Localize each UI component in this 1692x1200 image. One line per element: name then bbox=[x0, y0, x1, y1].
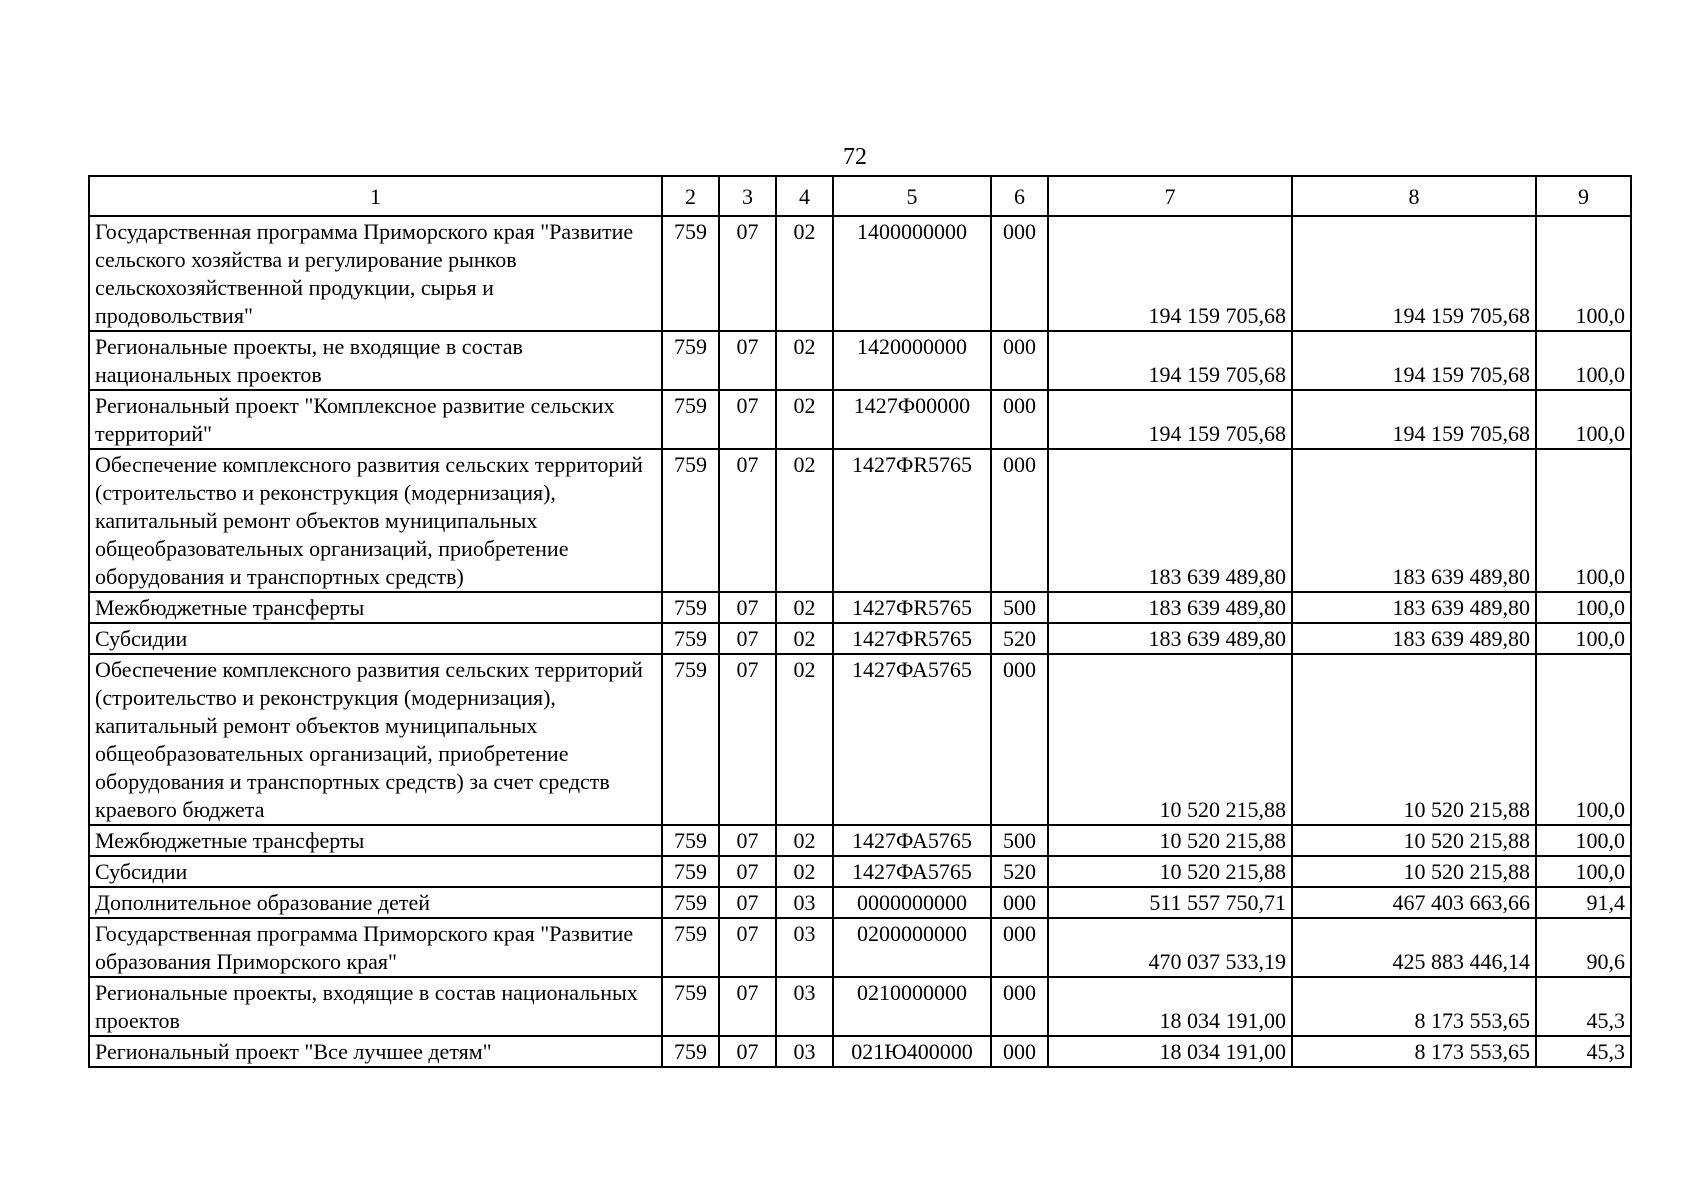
expense-type-code: 000 bbox=[991, 654, 1048, 825]
target-article-code: 1427ФА5765 bbox=[833, 856, 991, 887]
planned-amount: 10 520 215,88 bbox=[1048, 825, 1292, 856]
planned-amount: 194 159 705,68 bbox=[1048, 331, 1292, 390]
table-row bbox=[89, 449, 1631, 592]
execution-percent: 100,0 bbox=[1536, 825, 1631, 856]
ministry-code: 759 bbox=[662, 1036, 719, 1067]
target-article-code: 021Ю400000 bbox=[833, 1036, 991, 1067]
table-row bbox=[89, 216, 1631, 331]
row-name: Обеспечение комплексного развития сельских территорий (строительство и реконструкция (модернизация), капитальный ремонт объектов муниципальных общеобразовательных организаций, приобретение оборудования и транспортных средств) за счет средств краевого бюджета bbox=[89, 654, 662, 825]
table-row bbox=[89, 977, 1631, 1036]
section-code: 07 bbox=[719, 977, 776, 1036]
executed-amount: 183 639 489,80 bbox=[1292, 592, 1536, 623]
page-number: 72 bbox=[843, 144, 867, 170]
subsection-code: 02 bbox=[776, 654, 833, 825]
executed-amount: 467 403 663,66 bbox=[1292, 887, 1536, 918]
executed-amount: 10 520 215,88 bbox=[1292, 825, 1536, 856]
subsection-code: 03 bbox=[776, 887, 833, 918]
table-row bbox=[89, 331, 1631, 390]
execution-percent: 100,0 bbox=[1536, 856, 1631, 887]
header-cell: 1 bbox=[89, 176, 662, 216]
planned-amount: 511 557 750,71 bbox=[1048, 887, 1292, 918]
expense-type-code: 520 bbox=[991, 856, 1048, 887]
ministry-code: 759 bbox=[662, 592, 719, 623]
executed-amount: 183 639 489,80 bbox=[1292, 449, 1536, 592]
section-code: 07 bbox=[719, 918, 776, 977]
planned-amount: 10 520 215,88 bbox=[1048, 856, 1292, 887]
header-cell: 8 bbox=[1292, 176, 1536, 216]
table-row bbox=[89, 592, 1631, 623]
target-article-code: 1400000000 bbox=[833, 216, 991, 331]
section-code: 07 bbox=[719, 825, 776, 856]
expense-type-code: 000 bbox=[991, 887, 1048, 918]
planned-amount: 18 034 191,00 bbox=[1048, 977, 1292, 1036]
row-name: Региональный проект "Все лучшее детям" bbox=[89, 1036, 662, 1067]
subsection-code: 03 bbox=[776, 1036, 833, 1067]
target-article-code: 0200000000 bbox=[833, 918, 991, 977]
ministry-code: 759 bbox=[662, 449, 719, 592]
executed-amount: 194 159 705,68 bbox=[1292, 216, 1536, 331]
section-code: 07 bbox=[719, 654, 776, 825]
header-cell: 5 bbox=[833, 176, 991, 216]
ministry-code: 759 bbox=[662, 825, 719, 856]
subsection-code: 02 bbox=[776, 825, 833, 856]
subsection-code: 02 bbox=[776, 390, 833, 449]
row-name: Государственная программа Приморского края "Развитие сельского хозяйства и регулирование рынков сельскохозяйственной продукции, сырья и продовольствия" bbox=[89, 216, 662, 331]
target-article-code: 0000000000 bbox=[833, 887, 991, 918]
section-code: 07 bbox=[719, 887, 776, 918]
header-cell: 2 bbox=[662, 176, 719, 216]
row-name: Субсидии bbox=[89, 623, 662, 654]
execution-percent: 100,0 bbox=[1536, 623, 1631, 654]
target-article-code: 1427ФА5765 bbox=[833, 825, 991, 856]
header-cell: 6 bbox=[991, 176, 1048, 216]
target-article-code: 1427Ф00000 bbox=[833, 390, 991, 449]
execution-percent: 100,0 bbox=[1536, 331, 1631, 390]
ministry-code: 759 bbox=[662, 977, 719, 1036]
expense-type-code: 000 bbox=[991, 1036, 1048, 1067]
target-article-code: 0210000000 bbox=[833, 977, 991, 1036]
table-row bbox=[89, 825, 1631, 856]
section-code: 07 bbox=[719, 1036, 776, 1067]
executed-amount: 194 159 705,68 bbox=[1292, 390, 1536, 449]
budget-execution-table bbox=[88, 175, 1632, 1068]
expense-type-code: 500 bbox=[991, 592, 1048, 623]
subsection-code: 02 bbox=[776, 216, 833, 331]
target-article-code: 1427ФR5765 bbox=[833, 449, 991, 592]
planned-amount: 183 639 489,80 bbox=[1048, 592, 1292, 623]
executed-amount: 10 520 215,88 bbox=[1292, 654, 1536, 825]
ministry-code: 759 bbox=[662, 331, 719, 390]
section-code: 07 bbox=[719, 216, 776, 331]
ministry-code: 759 bbox=[662, 856, 719, 887]
execution-percent: 100,0 bbox=[1536, 216, 1631, 331]
planned-amount: 194 159 705,68 bbox=[1048, 390, 1292, 449]
planned-amount: 183 639 489,80 bbox=[1048, 449, 1292, 592]
planned-amount: 183 639 489,80 bbox=[1048, 623, 1292, 654]
row-name: Обеспечение комплексного развития сельских территорий (строительство и реконструкция (модернизация), капитальный ремонт объектов муниципальных общеобразовательных организаций, приобретение оборудования и транспортных средств) bbox=[89, 449, 662, 592]
subsection-code: 02 bbox=[776, 592, 833, 623]
target-article-code: 1420000000 bbox=[833, 331, 991, 390]
subsection-code: 03 bbox=[776, 918, 833, 977]
row-name: Субсидии bbox=[89, 856, 662, 887]
expense-type-code: 000 bbox=[991, 918, 1048, 977]
subsection-code: 02 bbox=[776, 449, 833, 592]
subsection-code: 03 bbox=[776, 977, 833, 1036]
table-row bbox=[89, 390, 1631, 449]
header-cell: 3 bbox=[719, 176, 776, 216]
section-code: 07 bbox=[719, 449, 776, 592]
execution-percent: 45,3 bbox=[1536, 977, 1631, 1036]
expense-type-code: 000 bbox=[991, 331, 1048, 390]
planned-amount: 10 520 215,88 bbox=[1048, 654, 1292, 825]
target-article-code: 1427ФА5765 bbox=[833, 654, 991, 825]
expense-type-code: 000 bbox=[991, 216, 1048, 331]
expense-type-code: 000 bbox=[991, 449, 1048, 592]
expense-type-code: 000 bbox=[991, 977, 1048, 1036]
executed-amount: 10 520 215,88 bbox=[1292, 856, 1536, 887]
executed-amount: 425 883 446,14 bbox=[1292, 918, 1536, 977]
column-number-header bbox=[89, 176, 1631, 216]
execution-percent: 91,4 bbox=[1536, 887, 1631, 918]
row-name: Государственная программа Приморского края "Развитие образования Приморского края" bbox=[89, 918, 662, 977]
executed-amount: 8 173 553,65 bbox=[1292, 977, 1536, 1036]
row-name: Межбюджетные трансферты bbox=[89, 592, 662, 623]
ministry-code: 759 bbox=[662, 216, 719, 331]
subsection-code: 02 bbox=[776, 331, 833, 390]
ministry-code: 759 bbox=[662, 623, 719, 654]
row-name: Региональные проекты, не входящие в состав национальных проектов bbox=[89, 331, 662, 390]
table-row bbox=[89, 654, 1631, 825]
header-cell: 4 bbox=[776, 176, 833, 216]
section-code: 07 bbox=[719, 390, 776, 449]
row-name: Дополнительное образование детей bbox=[89, 887, 662, 918]
ministry-code: 759 bbox=[662, 654, 719, 825]
execution-percent: 100,0 bbox=[1536, 592, 1631, 623]
header-cell: 7 bbox=[1048, 176, 1292, 216]
executed-amount: 183 639 489,80 bbox=[1292, 623, 1536, 654]
table-row bbox=[89, 856, 1631, 887]
target-article-code: 1427ФR5765 bbox=[833, 592, 991, 623]
target-article-code: 1427ФR5765 bbox=[833, 623, 991, 654]
execution-percent: 100,0 bbox=[1536, 449, 1631, 592]
execution-percent: 100,0 bbox=[1536, 654, 1631, 825]
expense-type-code: 520 bbox=[991, 623, 1048, 654]
execution-percent: 90,6 bbox=[1536, 918, 1631, 977]
executed-amount: 194 159 705,68 bbox=[1292, 331, 1536, 390]
table-row bbox=[89, 918, 1631, 977]
table-row bbox=[89, 887, 1631, 918]
ministry-code: 759 bbox=[662, 918, 719, 977]
executed-amount: 8 173 553,65 bbox=[1292, 1036, 1536, 1067]
expense-type-code: 000 bbox=[991, 390, 1048, 449]
section-code: 07 bbox=[719, 856, 776, 887]
execution-percent: 100,0 bbox=[1536, 390, 1631, 449]
subsection-code: 02 bbox=[776, 623, 833, 654]
section-code: 07 bbox=[719, 331, 776, 390]
expense-type-code: 500 bbox=[991, 825, 1048, 856]
ministry-code: 759 bbox=[662, 390, 719, 449]
header-cell: 9 bbox=[1536, 176, 1631, 216]
table-row bbox=[89, 1036, 1631, 1067]
planned-amount: 18 034 191,00 bbox=[1048, 1036, 1292, 1067]
section-code: 07 bbox=[719, 592, 776, 623]
subsection-code: 02 bbox=[776, 856, 833, 887]
planned-amount: 194 159 705,68 bbox=[1048, 216, 1292, 331]
table-row bbox=[89, 623, 1631, 654]
ministry-code: 759 bbox=[662, 887, 719, 918]
planned-amount: 470 037 533,19 bbox=[1048, 918, 1292, 977]
row-name: Межбюджетные трансферты bbox=[89, 825, 662, 856]
row-name: Региональные проекты, входящие в состав национальных проектов bbox=[89, 977, 662, 1036]
section-code: 07 bbox=[719, 623, 776, 654]
execution-percent: 45,3 bbox=[1536, 1036, 1631, 1067]
row-name: Региональный проект "Комплексное развитие сельских территорий" bbox=[89, 390, 662, 449]
